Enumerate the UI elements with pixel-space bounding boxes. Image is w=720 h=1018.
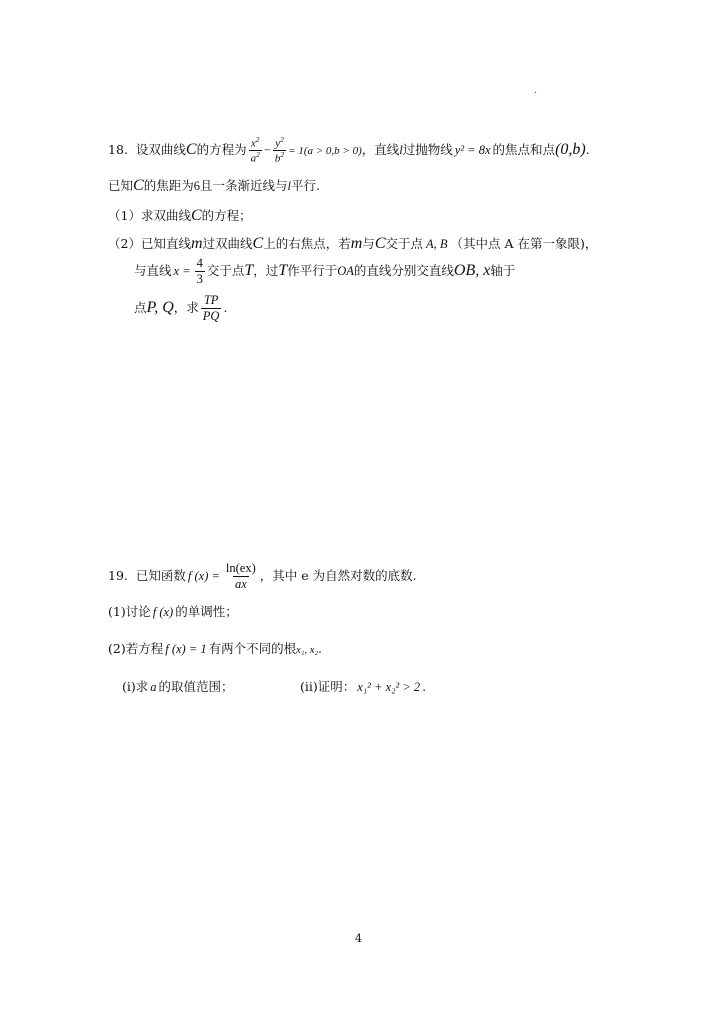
q18-text: 的方程； (201, 208, 252, 223)
q19-text: 有两个不同的根 (208, 641, 297, 656)
q18-text: 与直线 (134, 263, 172, 279)
q18-part2-line1 (108, 236, 597, 252)
function-f: f (x) (152, 605, 174, 619)
line-l: l (287, 179, 291, 193)
focal-distance: 6 (193, 179, 200, 193)
q18-part2-line2 (134, 257, 515, 286)
q18-number: 18. (108, 142, 128, 158)
part-label: （2） (108, 236, 141, 251)
q18-text: 平行. (290, 178, 320, 193)
roots-x1-x2: x₁, x₂ (296, 645, 319, 656)
q18-text: ，过 (253, 263, 279, 279)
hyperbola-y-fraction: $\frac{y^2}{b^2}$ (274, 135, 285, 165)
q19-line1 (108, 562, 417, 591)
q18-text: . (223, 300, 228, 316)
x-equals: x = (173, 264, 191, 279)
q19-text: 若方程 (125, 641, 164, 656)
page-number: 4 (355, 932, 362, 945)
line-m: m (190, 235, 203, 252)
q18-text: 的直线分别交直线 (353, 263, 454, 279)
q19-text: . (318, 641, 323, 656)
point-T: T (278, 262, 288, 280)
q18-text: 且一条渐近线与 (199, 178, 288, 193)
q19-text: 的取值范围； (158, 679, 234, 694)
parabola-equation: y² = 8x (454, 143, 491, 158)
point-0b: (0,b) (555, 141, 586, 159)
q18-text: 交于点 (206, 263, 245, 279)
q18-text: . (585, 142, 590, 158)
q18-text: 设双曲线 (135, 142, 186, 158)
q18-C: C (190, 207, 202, 224)
q19-sub-ii (300, 681, 426, 694)
minus-sign: − (263, 143, 271, 158)
q18-part1 (108, 208, 252, 224)
sub-label: (ii) (300, 679, 318, 694)
q18-text: 已知 (108, 178, 134, 193)
q18-line2 (108, 178, 320, 194)
q18-text: ，求 (173, 300, 199, 316)
points-AB: A, B (426, 237, 448, 251)
four-thirds-fraction: $\frac{4}{3}$ (196, 256, 203, 286)
q18-text: 的焦距为 (143, 178, 194, 193)
q18-text: 交于点 (385, 236, 423, 251)
q19-text: 求 (135, 679, 149, 694)
ln-fraction: $\frac{\ln(ex)}{ax}$ (225, 561, 256, 591)
q19-text: ，其中 e 为自然对数的底数. (259, 568, 417, 584)
q19-part1 (108, 606, 238, 619)
q19-text: . (422, 679, 427, 694)
points-PQ: P, Q (146, 299, 174, 317)
q18-text: 已知直线 (140, 236, 191, 251)
line-m: m (350, 235, 363, 252)
line-OB-x: OB, x (453, 262, 491, 280)
tp-over-pq-fraction: $\frac{TP}{PQ}$ (202, 293, 220, 323)
q18-text: 作平行于 (287, 263, 338, 279)
q18-C: C (185, 141, 197, 159)
param-a: a (150, 680, 157, 694)
q19-text: 的单调性； (175, 604, 238, 619)
part-label: (2) (108, 641, 126, 656)
q18-text: 的方程为 (196, 142, 247, 158)
q19-number: 19. (108, 568, 128, 584)
stray-dot: . (534, 85, 538, 96)
q19-sub-i (122, 681, 234, 694)
q18-text: 的焦点和点 (492, 142, 556, 158)
q18-text: 轴于 (490, 263, 516, 279)
q18-text: 点 (134, 300, 147, 316)
q19-text: 已知函数 (135, 568, 186, 584)
inequality: x₁² + x₂² > 2 (357, 680, 421, 694)
q19-text: 证明： (317, 679, 356, 694)
q18-C: C (374, 235, 386, 252)
part-label: (1) (108, 604, 126, 619)
q18-line1 (108, 136, 590, 165)
equation-f-equals-1: f (x) = 1 (165, 642, 207, 656)
hyperbola-x-fraction: $\frac{x^2}{a^2}$ (250, 135, 260, 165)
q18-text: 与 (362, 236, 375, 251)
hyperbola-condition: = 1(a > 0,b > 0) (288, 145, 362, 158)
q18-C: C (252, 235, 264, 252)
segment-OA: OA (337, 264, 354, 279)
point-T: T (244, 262, 254, 280)
function-f: f (x) = (187, 569, 220, 584)
q18-text: （其中点 A 在第一象限)， (450, 236, 598, 251)
line-l: l (399, 143, 403, 158)
part-label: （1） (108, 208, 141, 223)
q18-text: 过抛物线 (402, 142, 453, 158)
q18-C: C (133, 177, 144, 194)
q19-part2 (108, 643, 322, 657)
q18-text: 过双曲线 (202, 236, 253, 251)
q18-text: 求双曲线 (140, 208, 191, 223)
q18-part2-line3 (134, 294, 227, 323)
sub-label: (i) (122, 679, 136, 694)
q18-text: ，直线 (361, 142, 400, 158)
q19-text: 讨论 (125, 604, 151, 619)
q18-text: 上的右焦点，若 (263, 236, 351, 251)
